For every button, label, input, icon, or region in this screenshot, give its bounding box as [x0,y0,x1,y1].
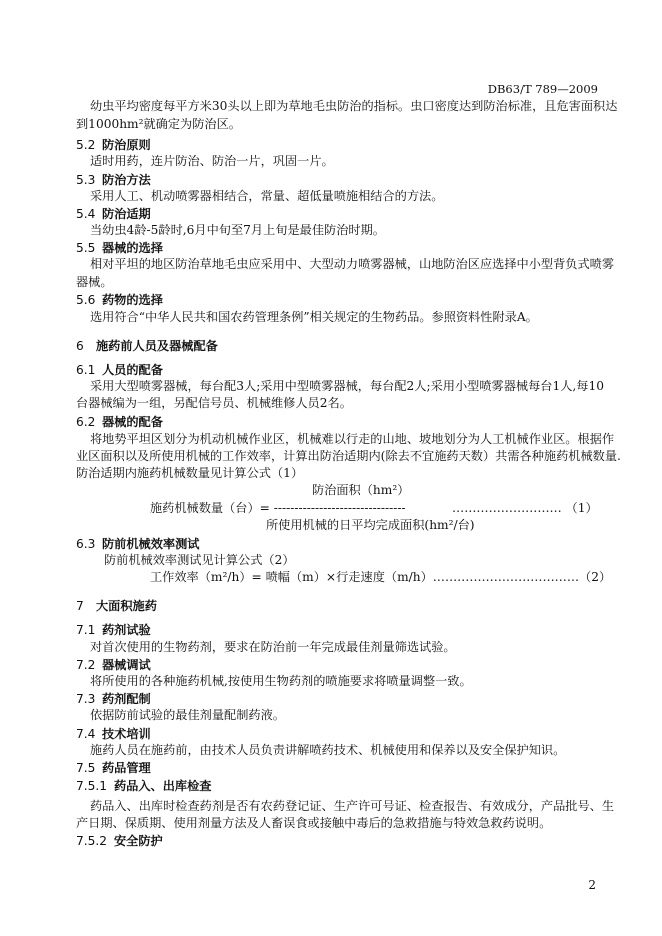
section-title: 施药前人员及器械配备 [96,339,218,353]
section-heading-7-3 [76,691,151,707]
section-heading-5-3 [76,172,151,188]
section-heading-6-3 [76,536,200,552]
section-title: 药物的选择 [102,293,163,307]
paragraph-line: 适时用药，连片防治、防治一片，巩固一片。 [90,154,334,168]
section-title: 大面积施药 [96,599,157,613]
section-number: 7.2 [76,658,96,672]
section-number: 7.4 [76,727,96,741]
page-number: 2 [588,878,596,892]
section-title: 器械调试 [102,658,151,672]
section-title: 药品入、出库检查 [114,779,212,793]
section-number: 7.5 [76,761,96,775]
section-title: 防治原则 [102,138,151,152]
paragraph-line: 台器械编为一组，另配信号员、机械维修人员2名。 [76,396,352,410]
section-number: 5.2 [76,138,96,152]
formula-1-denominator: 所使用机械的日平均完成面积(hm²/台) [266,518,475,532]
paragraph-line: 对首次使用的生物药剂，要求在防治前一年完成最佳剂量筛选试验。 [90,640,456,654]
paragraph-line: 到1000hm²就确定为防治区。 [76,117,241,131]
paragraph-line: 当幼虫4龄-5龄时,6月中旬至7月上旬是最佳防治时期。 [90,223,385,237]
formula-1-left: 施药机械数量（台）= -------------------------------- [150,501,406,515]
section-number: 6.3 [76,537,96,551]
paragraph-line: 采用人工、机动喷雾器相结合，常量、超低量喷施相结合的方法。 [90,189,444,203]
paragraph-line: 器械。 [76,275,113,289]
section-title: 防治适期 [102,207,151,221]
section-number: 7.5.2 [76,834,108,848]
section-number: 5.3 [76,173,96,187]
paragraph-line: 施药人员在施药前，由技术人员负责讲解喷药技术、机械使用和保养以及安全保护知识。 [90,743,566,757]
paragraph-line: 防治适期内施药机械数量见计算公式（1） [76,466,304,480]
section-number: 7 [76,599,84,613]
paragraph-line: 产日期、保质期、使用剂量方法及人畜误食或接触中毒后的急救措施与特效急救药说明。 [76,816,552,830]
section-heading-7-5 [76,760,151,776]
section-title: 防前机械效率测试 [102,537,200,551]
section-heading-7-5-2 [76,833,163,849]
document-code: DB63/T 789—2009 [487,82,598,96]
section-title: 技术培训 [102,727,151,741]
section-number: 6.1 [76,363,96,377]
section-number: 7.3 [76,692,96,706]
paragraph-line: 幼虫平均密度每平方米30头以上即为草地毛虫防治的指标。虫口密度达到防治标准，且危害面积达 [90,99,618,113]
section-heading-7-4 [76,726,151,742]
section-heading-6-1 [76,362,163,378]
section-number: 5.5 [76,241,96,255]
formula-1-numerator: 防治面积（hm²） [312,483,410,497]
section-title: 药剂配制 [102,692,151,706]
section-number: 6.2 [76,415,96,429]
paragraph-line: 采用大型喷雾器械，每台配3人;采用中型喷雾器械，每台配2人;采用小型喷雾器械每台1人,每10 [90,379,604,393]
section-title: 安全防护 [114,834,163,848]
section-number: 7.1 [76,623,96,637]
paragraph-line: 将所使用的各种施药机械,按使用生物药剂的喷施要求将喷量调整一致。 [90,674,472,688]
section-title: 人员的配备 [102,363,163,377]
section-heading-7-2 [76,657,151,673]
section-number: 6 [76,339,84,353]
section-title: 药品管理 [102,761,151,775]
section-heading-7 [76,598,157,614]
section-heading-7-1 [76,622,151,638]
paragraph-line: 防前机械效率测试见计算公式（2） [104,553,295,567]
section-number: 5.4 [76,207,96,221]
section-number: 7.5.1 [76,779,108,793]
section-title: 防治方法 [102,173,151,187]
paragraph-line: 将地势平坦区划分为机动机械作业区，机械难以行走的山地、坡地划分为人工机械作业区。根据作 [90,432,615,446]
section-number: 5.6 [76,293,96,307]
section-heading-5-5 [76,240,163,256]
section-heading-5-6 [76,292,163,308]
section-heading-5-2 [76,137,151,153]
section-heading-7-5-1 [76,778,212,794]
paragraph-line: 依据防前试验的最佳剂量配制药液。 [90,708,285,722]
paragraph-line: 业区面积以及所使用机械的工作效率，计算出防治适期内(除去不宜施药天数）共需各种施药机械数量. [76,449,621,463]
section-title: 器械的配备 [102,415,163,429]
section-heading-6-2 [76,414,163,430]
formula-1-number: ……………………… （1） [452,501,598,515]
section-heading-5-4 [76,206,151,222]
section-heading-6 [76,338,218,354]
paragraph-line: 药品入、出库时检查药剂是否有农药登记证、生产许可号证、检查报告、有效成分，产品批号、生 [90,799,615,813]
section-title: 药剂试验 [102,623,151,637]
section-title: 器械的选择 [102,241,163,255]
formula-2: 工作效率（m²/h）= 喷幅（m）×行走速度（m/h）………………………………（2） [150,570,612,584]
paragraph-line: 选用符合“中华人民共和国农药管理条例”相关规定的生物药品。参照资料性附录A。 [90,310,538,324]
paragraph-line: 相对平坦的地区防治草地毛虫应采用中、大型动力喷雾器械，山地防治区应选择中小型背负式喷雾 [90,257,615,271]
